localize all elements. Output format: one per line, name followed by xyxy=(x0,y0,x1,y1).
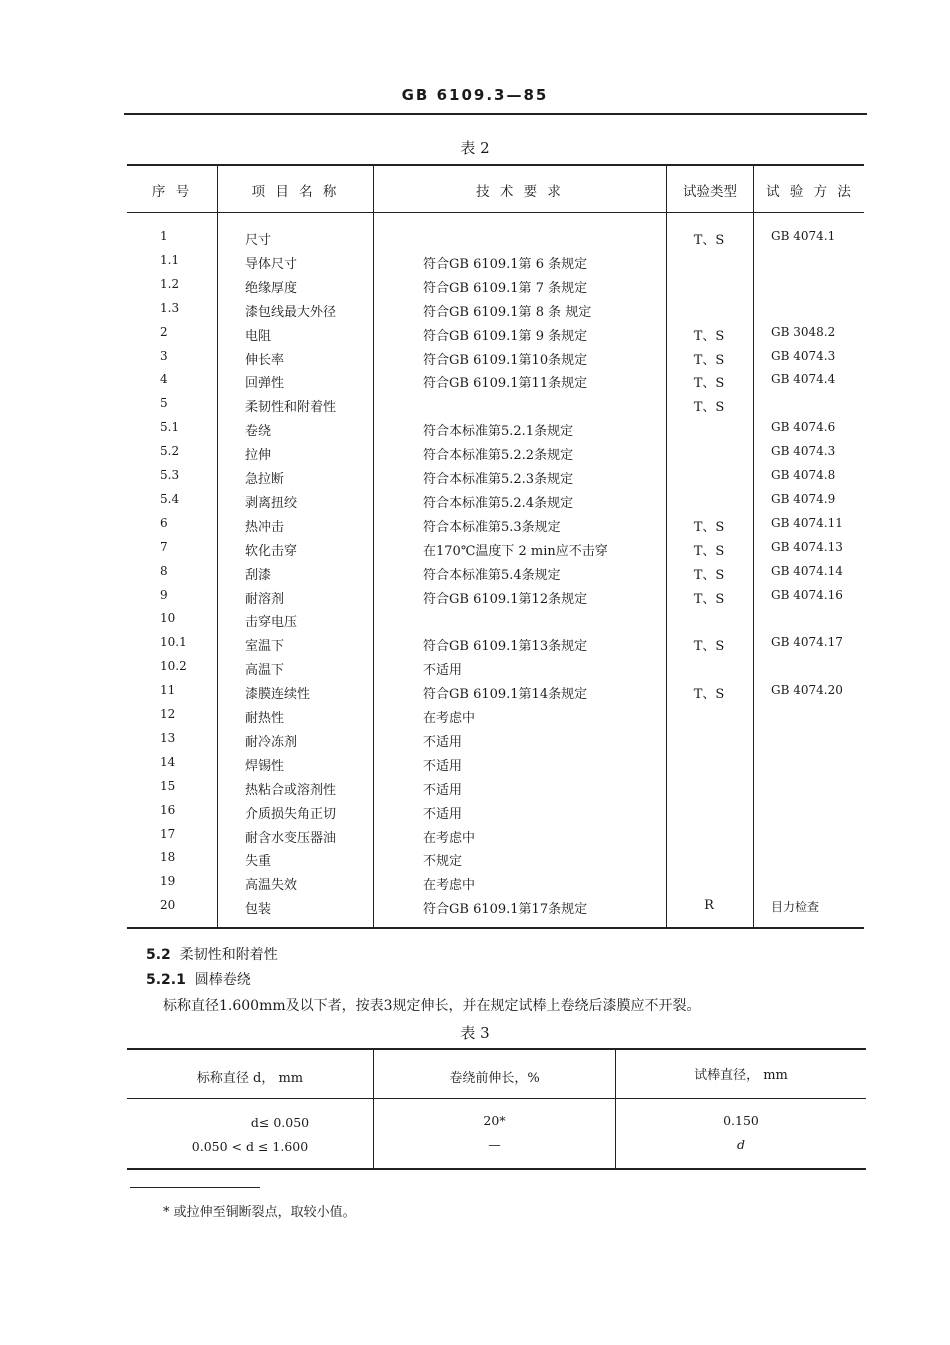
cell-item-name: 卷绕 xyxy=(245,424,272,440)
cell-requirement: 符合GB 6109.1第17条规定 xyxy=(423,902,588,918)
cell-test-method: GB 4074.11 xyxy=(771,515,843,530)
cell-number: 4 xyxy=(160,372,168,387)
section-title: 柔韧性和附着性 xyxy=(179,947,278,963)
table-row xyxy=(0,372,950,396)
cell-test-method: GB 4074.3 xyxy=(771,348,836,363)
cell-item-name: 击穿电压 xyxy=(245,615,298,631)
cell-test-method: 目力检查 xyxy=(771,900,820,915)
cell-requirement: 不适用 xyxy=(423,758,463,774)
section-title: 圆棒卷绕 xyxy=(194,972,251,988)
cell-requirement: 不适用 xyxy=(423,734,463,750)
cell-number: 10 xyxy=(160,611,176,626)
cell-test-method: GB 4074.3 xyxy=(771,444,836,459)
cell-test-method: GB 4074.4 xyxy=(771,372,836,387)
cell-test-type: T、S xyxy=(693,400,725,416)
cell-item-name: 急拉断 xyxy=(245,472,285,487)
cell-number: 18 xyxy=(160,850,176,865)
cell-requirement: 符合GB 6109.1第 8 条 规定 xyxy=(423,304,592,320)
cell-item-name: 漆膜连续性 xyxy=(245,687,311,703)
section-5-2-heading xyxy=(146,944,278,964)
table3-cell: d≤ 0.050 xyxy=(250,1115,310,1130)
cell-item-name: 回弹性 xyxy=(245,376,285,392)
table2-header-no: 序 号 xyxy=(151,184,193,200)
footnote-rule xyxy=(130,1187,260,1188)
cell-number: 20 xyxy=(160,898,176,913)
table-row xyxy=(0,683,950,707)
table3-top-rule xyxy=(127,1048,866,1050)
cell-item-name: 软化击穿 xyxy=(245,543,298,559)
cell-number: 1.1 xyxy=(160,252,180,267)
cell-number: 1.2 xyxy=(160,276,180,291)
table-row xyxy=(0,659,950,683)
table-row xyxy=(0,827,950,851)
cell-number: 10.1 xyxy=(160,635,187,650)
cell-number: 9 xyxy=(160,587,168,602)
cell-item-name: 耐含水变压器油 xyxy=(245,830,337,846)
table2-header-test-type: 试验类型 xyxy=(683,184,737,200)
cell-number: 1.3 xyxy=(160,300,180,315)
cell-requirement: 符合GB 6109.1第 7 条规定 xyxy=(423,280,588,296)
cell-test-method: GB 4074.8 xyxy=(771,468,836,482)
cell-test-method: GB 4074.9 xyxy=(771,491,836,506)
table3-cell: — xyxy=(488,1137,501,1152)
cell-requirement: 不规定 xyxy=(423,854,463,870)
section-number: 5.2 xyxy=(146,947,171,963)
table-row xyxy=(0,707,950,731)
table2-header-requirement: 技 术 要 求 xyxy=(476,184,564,200)
table3-header-elongation: 卷绕前伸长，% xyxy=(449,1071,540,1086)
table3-cell: 0.150 xyxy=(723,1113,759,1128)
cell-test-method: GB 4074.17 xyxy=(771,635,843,650)
table-row xyxy=(0,420,950,444)
cell-requirement: 符合GB 6109.1第 9 条规定 xyxy=(423,328,588,344)
cell-number: 16 xyxy=(160,802,176,817)
cell-test-type: T、S xyxy=(693,591,725,607)
cell-test-method: GB 4074.14 xyxy=(771,563,843,578)
cell-test-type: T、S xyxy=(693,519,725,535)
cell-item-name: 耐热性 xyxy=(245,711,285,726)
cell-test-type: R xyxy=(704,898,714,914)
cell-requirement: 在考虑中 xyxy=(423,711,476,726)
cell-item-name: 尺寸 xyxy=(245,233,272,248)
paragraph-text: 标称直径1.600mm及以下者，按表3规定伸长，并在规定试棒上卷绕后漆膜应不开裂。 xyxy=(163,998,701,1014)
table3-bottom-rule xyxy=(127,1168,866,1170)
table-row xyxy=(0,468,950,492)
table-row xyxy=(0,779,950,803)
table2-caption: 表 2 xyxy=(460,139,490,157)
cell-requirement: 在170℃温度下 2 min应不击穿 xyxy=(423,543,608,559)
cell-item-name: 高温失效 xyxy=(245,878,298,894)
cell-requirement: 符合GB 6109.1第13条规定 xyxy=(423,639,588,655)
table-row xyxy=(0,731,950,755)
table-row xyxy=(0,396,950,420)
cell-item-name: 导体尺寸 xyxy=(245,256,298,272)
table-row xyxy=(0,635,950,659)
table3-cell: d xyxy=(736,1137,745,1152)
table-row xyxy=(0,277,950,301)
cell-item-name: 绝缘厚度 xyxy=(245,280,298,296)
cell-item-name: 包装 xyxy=(245,902,272,918)
cell-test-type: T、S xyxy=(693,233,725,248)
section-5-2-1-heading xyxy=(146,969,251,989)
cell-test-method: GB 4074.6 xyxy=(771,420,836,435)
cell-test-type: T、S xyxy=(693,687,725,703)
table-row xyxy=(0,492,950,516)
cell-requirement: 符合本标准第5.2.4条规定 xyxy=(423,495,574,511)
cell-item-name: 刮漆 xyxy=(245,567,272,583)
cell-number: 14 xyxy=(160,754,176,769)
table-row xyxy=(0,349,950,373)
cell-test-type: T、S xyxy=(693,376,725,392)
cell-number: 1 xyxy=(160,229,168,243)
cell-requirement: 符合本标准第5.3条规定 xyxy=(423,519,561,535)
table-row xyxy=(0,755,950,779)
table-row xyxy=(0,803,950,827)
cell-requirement: 符合本标准第5.4条规定 xyxy=(423,567,561,583)
cell-item-name: 高温下 xyxy=(245,663,285,679)
cell-number: 7 xyxy=(160,539,168,554)
table2-bottom-rule xyxy=(127,927,864,929)
cell-number: 2 xyxy=(160,324,168,339)
section-number: 5.2.1 xyxy=(146,972,186,988)
table-row xyxy=(0,540,950,564)
table-row xyxy=(0,850,950,874)
cell-test-method: GB 4074.16 xyxy=(771,587,843,602)
header-rule xyxy=(124,113,867,115)
cell-item-name: 伸长率 xyxy=(245,352,285,368)
cell-item-name: 耐冷冻剂 xyxy=(245,734,298,750)
cell-test-method: GB 4074.1 xyxy=(771,229,836,243)
cell-test-type: T、S xyxy=(693,567,725,583)
cell-number: 5.1 xyxy=(160,420,180,435)
cell-requirement: 符合GB 6109.1第12条规定 xyxy=(423,591,588,607)
table3-header-mandrel: 试棒直径， mm xyxy=(694,1068,788,1083)
cell-number: 17 xyxy=(160,826,176,841)
cell-test-method: GB 4074.13 xyxy=(771,539,843,554)
cell-item-name: 失重 xyxy=(245,854,272,870)
cell-item-name: 热冲击 xyxy=(245,519,285,535)
table-row xyxy=(0,444,950,468)
cell-item-name: 焊锡性 xyxy=(245,758,285,774)
table-row xyxy=(0,325,950,349)
cell-number: 3 xyxy=(160,348,168,363)
cell-number: 15 xyxy=(160,778,176,793)
table2-header-name: 项 目 名 称 xyxy=(251,184,340,200)
cell-number: 5.4 xyxy=(160,491,180,506)
cell-number: 10.2 xyxy=(160,659,187,674)
cell-item-name: 耐溶剂 xyxy=(245,591,285,607)
cell-number: 11 xyxy=(160,683,176,698)
cell-number: 5.3 xyxy=(160,468,180,482)
cell-test-type: T、S xyxy=(693,639,725,655)
cell-requirement: 符合本标准第5.2.2条规定 xyxy=(423,448,574,464)
cell-test-method: GB 3048.2 xyxy=(771,324,836,339)
table-row xyxy=(0,516,950,540)
footnote: * 或拉伸至铜断裂点，取较小值。 xyxy=(163,1205,356,1220)
table-row xyxy=(0,874,950,898)
cell-requirement: 在考虑中 xyxy=(423,878,476,894)
document-header: GB 6109.3—85 xyxy=(401,86,549,104)
cell-test-method: GB 4074.20 xyxy=(771,683,843,698)
cell-item-name: 漆包线最大外径 xyxy=(245,304,337,320)
table3-caption: 表 3 xyxy=(460,1024,490,1042)
table-row xyxy=(0,564,950,588)
cell-requirement: 不适用 xyxy=(423,663,463,679)
cell-item-name: 室温下 xyxy=(245,639,285,655)
cell-number: 12 xyxy=(160,707,176,721)
table3-cell: 0.050 < d ≤ 1.600 xyxy=(191,1139,309,1154)
table2-header-test-method: 试 验 方 法 xyxy=(766,184,854,200)
table-row xyxy=(0,898,950,922)
cell-number: 13 xyxy=(160,730,176,745)
cell-number: 8 xyxy=(160,563,168,578)
cell-number: 5 xyxy=(160,396,168,411)
cell-requirement: 符合本标准第5.2.3条规定 xyxy=(423,472,574,487)
cell-item-name: 柔韧性和附着性 xyxy=(245,400,337,416)
cell-number: 19 xyxy=(160,874,176,889)
cell-test-type: T、S xyxy=(693,328,725,344)
cell-item-name: 拉伸 xyxy=(245,448,272,464)
table3-header-rule xyxy=(127,1098,866,1099)
cell-requirement: 符合GB 6109.1第11条规定 xyxy=(423,376,588,392)
cell-test-type: T、S xyxy=(693,352,725,368)
table-row xyxy=(0,588,950,612)
cell-item-name: 剥离扭绞 xyxy=(245,495,298,511)
cell-number: 6 xyxy=(160,515,168,530)
cell-test-type: T、S xyxy=(693,543,725,559)
cell-requirement: 在考虑中 xyxy=(423,830,476,846)
cell-requirement: 符合GB 6109.1第14条规定 xyxy=(423,687,588,703)
cell-requirement: 符合本标准第5.2.1条规定 xyxy=(423,424,574,440)
cell-item-name: 介质损失角正切 xyxy=(245,806,337,822)
cell-item-name: 电阻 xyxy=(245,328,272,344)
cell-requirement: 不适用 xyxy=(423,782,463,798)
table-row xyxy=(0,253,950,277)
table-row xyxy=(0,301,950,325)
cell-requirement: 不适用 xyxy=(423,806,463,822)
cell-requirement: 符合GB 6109.1第10条规定 xyxy=(423,352,588,368)
cell-requirement: 符合GB 6109.1第 6 条规定 xyxy=(423,256,588,272)
table3-cell: 20* xyxy=(483,1113,506,1128)
cell-item-name: 热粘合或溶剂性 xyxy=(245,782,337,798)
cell-number: 5.2 xyxy=(160,444,180,459)
table-row xyxy=(0,611,950,635)
table3-header-diameter: 标称直径 d， mm xyxy=(196,1071,304,1086)
table-row xyxy=(0,229,950,253)
